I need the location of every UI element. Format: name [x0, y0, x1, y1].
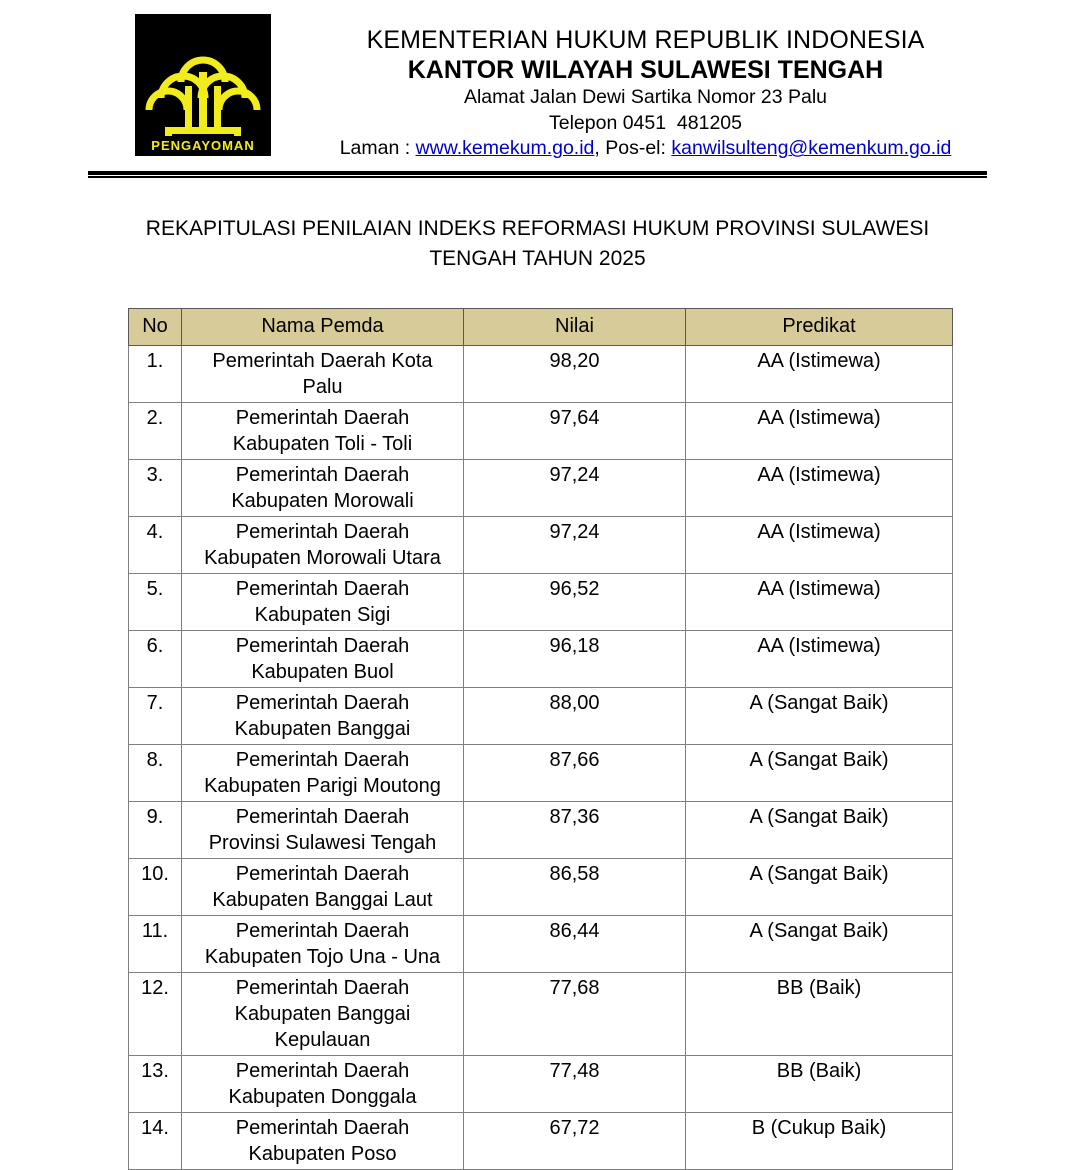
cell-nama-line: Pemerintah Daerah	[235, 634, 410, 657]
cell-no: 10.	[129, 858, 182, 915]
email-link[interactable]: kanwilsulteng@kemenkum.go.id	[671, 137, 952, 160]
cell-predikat: AA (Istimewa)	[686, 516, 953, 573]
cell-nama-pemda	[182, 972, 464, 1055]
page-title-line1: REKAPITULASI PENILAIAN INDEKS REFORMASI HUKUM PROVINSI SULAWESI	[145, 217, 930, 241]
cell-nama-pemda	[182, 801, 464, 858]
cell-nama-line: Kabupaten Poso	[248, 1142, 397, 1165]
cell-no: 9.	[129, 801, 182, 858]
cell-no: 5.	[129, 573, 182, 630]
table-header	[129, 308, 953, 345]
column-header-no: No	[129, 308, 182, 345]
cell-nama-pemda	[182, 402, 464, 459]
table-row	[129, 972, 953, 1055]
cell-no: 12.	[129, 972, 182, 1055]
rekapitulasi-table-wrapper	[128, 308, 952, 1170]
cell-nama-line: Pemerintah Daerah	[235, 919, 410, 942]
cell-nilai: 97,24	[464, 459, 686, 516]
table-header-row	[129, 308, 953, 345]
cell-nilai: 97,64	[464, 402, 686, 459]
letterhead	[0, 0, 1075, 162]
column-header-nama: Nama Pemda	[182, 308, 464, 345]
table-row	[129, 1112, 953, 1169]
cell-nama-pemda	[182, 573, 464, 630]
cell-nama-line: Kepulauan	[274, 1028, 371, 1051]
cell-no: 4.	[129, 516, 182, 573]
cell-nama-line: Pemerintah Daerah	[235, 805, 410, 828]
cell-no: 8.	[129, 744, 182, 801]
cell-nilai: 67,72	[464, 1112, 686, 1169]
table-row	[129, 858, 953, 915]
cell-no: 6.	[129, 630, 182, 687]
cell-nama-line: Kabupaten Banggai Laut	[212, 888, 433, 911]
cell-nama-line: Provinsi Sulawesi Tengah	[208, 831, 437, 854]
table-row	[129, 402, 953, 459]
cell-nama-pemda	[182, 687, 464, 744]
website-link[interactable]: www.kemekum.go.id	[415, 137, 595, 160]
cell-nilai: 77,68	[464, 972, 686, 1055]
cell-predikat: A (Sangat Baik)	[686, 744, 953, 801]
cell-nama-line: Kabupaten Morowali Utara	[204, 546, 441, 569]
posel-label: , Pos-el:	[594, 137, 672, 160]
letterhead-divider	[88, 171, 987, 178]
rekapitulasi-table	[128, 308, 953, 1170]
cell-predikat: A (Sangat Baik)	[686, 915, 953, 972]
cell-nilai: 86,58	[464, 858, 686, 915]
cell-predikat: AA (Istimewa)	[686, 630, 953, 687]
cell-nilai: 97,24	[464, 516, 686, 573]
table-row	[129, 915, 953, 972]
cell-nama-line: Pemerintah Daerah	[235, 691, 410, 714]
cell-no: 11.	[129, 915, 182, 972]
cell-nama-pemda	[182, 516, 464, 573]
office-name: KANTOR WILAYAH SULAWESI TENGAH	[407, 55, 884, 84]
pengayoman-logo	[135, 14, 271, 156]
office-contact-line	[271, 136, 1020, 162]
office-address: Alamat Jalan Dewi Sartika Nomor 23 Palu	[463, 86, 828, 108]
cell-nama-line: Kabupaten Toli - Toli	[232, 432, 413, 455]
office-phone: Telepon 0451 481205	[548, 111, 742, 134]
cell-nilai: 98,20	[464, 345, 686, 402]
table-body	[129, 345, 953, 1169]
cell-nama-line: Pemerintah Daerah	[235, 1116, 410, 1139]
table-row	[129, 345, 953, 402]
pengayoman-logo-icon	[135, 14, 271, 156]
cell-nama-pemda	[182, 459, 464, 516]
cell-no: 7.	[129, 687, 182, 744]
column-header-predikat: Predikat	[686, 308, 953, 345]
cell-predikat: AA (Istimewa)	[686, 459, 953, 516]
cell-nama-line: Pemerintah Daerah Kota	[212, 349, 433, 372]
cell-predikat: AA (Istimewa)	[686, 402, 953, 459]
cell-nama-line: Kabupaten Banggai	[234, 717, 411, 740]
cell-predikat: A (Sangat Baik)	[686, 858, 953, 915]
cell-nilai: 88,00	[464, 687, 686, 744]
cell-nama-line: Kabupaten Buol	[251, 660, 394, 683]
ministry-name: KEMENTERIAN HUKUM REPUBLIK INDONESIA	[366, 26, 925, 54]
cell-nama-line: Palu	[302, 375, 343, 398]
cell-nama-pemda	[182, 915, 464, 972]
cell-predikat: A (Sangat Baik)	[686, 801, 953, 858]
cell-predikat: AA (Istimewa)	[686, 345, 953, 402]
cell-no: 3.	[129, 459, 182, 516]
cell-nilai: 96,52	[464, 573, 686, 630]
cell-nama-line: Pemerintah Daerah	[235, 406, 410, 429]
laman-label: Laman :	[339, 137, 416, 160]
cell-nilai: 86,44	[464, 915, 686, 972]
cell-nama-line: Pemerintah Daerah	[235, 748, 410, 771]
cell-nama-pemda	[182, 1112, 464, 1169]
cell-predikat: BB (Baik)	[686, 1055, 953, 1112]
cell-nama-line: Pemerintah Daerah	[235, 577, 410, 600]
table-row	[129, 516, 953, 573]
cell-no: 13.	[129, 1055, 182, 1112]
logo-caption: PENGAYOMAN	[151, 138, 255, 153]
cell-nama-line: Kabupaten Donggala	[228, 1085, 417, 1108]
cell-nama-line: Pemerintah Daerah	[235, 1059, 410, 1082]
table-row	[129, 744, 953, 801]
table-row	[129, 801, 953, 858]
page-title	[143, 214, 933, 274]
cell-nama-pemda	[182, 630, 464, 687]
cell-nama-pemda	[182, 1055, 464, 1112]
table-row	[129, 630, 953, 687]
cell-predikat: BB (Baik)	[686, 972, 953, 1055]
cell-nama-line: Kabupaten Tojo Una - Una	[204, 945, 441, 968]
cell-predikat: AA (Istimewa)	[686, 573, 953, 630]
cell-nilai: 96,18	[464, 630, 686, 687]
table-row	[129, 687, 953, 744]
cell-nama-line: Kabupaten Parigi Moutong	[204, 774, 441, 797]
page-title-line2: TENGAH TAHUN 2025	[429, 247, 646, 271]
cell-nama-line: Kabupaten Banggai	[234, 1002, 411, 1025]
cell-nama-line: Pemerintah Daerah	[235, 976, 410, 999]
column-header-nilai: Nilai	[464, 308, 686, 345]
cell-nama-pemda	[182, 345, 464, 402]
table-row	[129, 459, 953, 516]
cell-nama-pemda	[182, 858, 464, 915]
cell-no: 2.	[129, 402, 182, 459]
cell-nama-line: Kabupaten Morowali	[231, 489, 414, 512]
cell-no: 14.	[129, 1112, 182, 1169]
table-row	[129, 573, 953, 630]
cell-nama-pemda	[182, 744, 464, 801]
cell-nama-line: Pemerintah Daerah	[235, 520, 410, 543]
cell-nilai: 87,36	[464, 801, 686, 858]
cell-predikat: B (Cukup Baik)	[686, 1112, 953, 1169]
letterhead-text	[271, 14, 1075, 162]
cell-nama-line: Kabupaten Sigi	[254, 603, 391, 626]
cell-no: 1.	[129, 345, 182, 402]
cell-predikat: A (Sangat Baik)	[686, 687, 953, 744]
cell-nilai: 77,48	[464, 1055, 686, 1112]
cell-nama-line: Pemerintah Daerah	[235, 862, 410, 885]
cell-nama-line: Pemerintah Daerah	[235, 463, 410, 486]
table-row	[129, 1055, 953, 1112]
cell-nilai: 87,66	[464, 744, 686, 801]
